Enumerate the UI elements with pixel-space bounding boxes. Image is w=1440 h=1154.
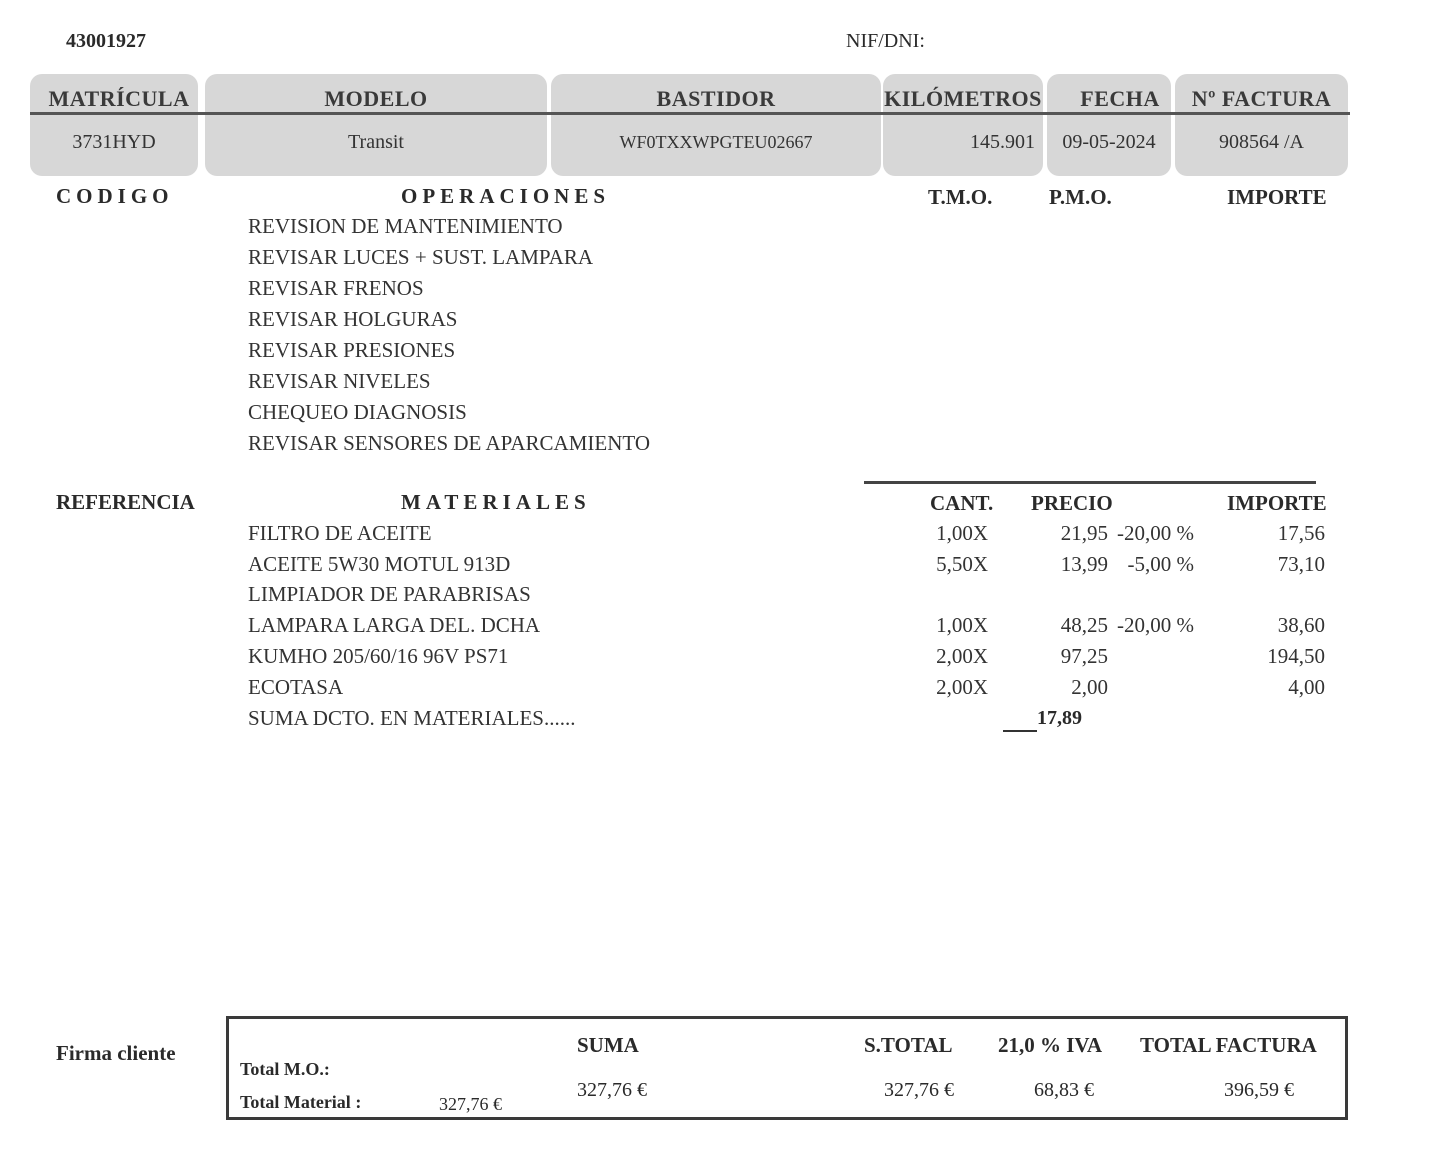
material-importe: 4,00 (1288, 675, 1325, 699)
operation-item: REVISAR FRENOS (248, 276, 424, 300)
material-precio: 48,25 (1060, 613, 1108, 637)
material-dto: -5,00 % (1127, 552, 1194, 576)
cant-heading: CANT. (930, 491, 994, 515)
iva-value: 68,83 € (1034, 1079, 1094, 1101)
nif-label: NIF/DNI: (846, 30, 925, 52)
material-importe: 194,50 (1267, 644, 1325, 668)
material-cant: 1,00X (936, 613, 988, 637)
factura-value: 908564 /A (1219, 131, 1304, 153)
total-mo-label: Total M.O.: (240, 1059, 330, 1079)
kilometros-value: 145.901 (970, 131, 1035, 153)
pmo-heading: P.M.O. (1049, 185, 1112, 209)
material-dto: -20,00 % (1117, 521, 1194, 545)
modelo-label: MODELO (324, 86, 428, 111)
tmo-heading: T.M.O. (928, 185, 993, 209)
stotal-label: S.TOTAL (864, 1033, 953, 1057)
operation-item: REVISAR NIVELES (248, 369, 431, 393)
total-factura-label: TOTAL FACTURA (1140, 1033, 1317, 1057)
material-precio: 2,00 (1071, 675, 1108, 699)
totals-box (226, 1016, 1348, 1120)
discount-value: 17,89 (1037, 707, 1082, 729)
material-desc: FILTRO DE ACEITE (248, 521, 432, 545)
matricula-value: 3731HYD (72, 131, 156, 153)
fecha-value: 09-05-2024 (1062, 131, 1156, 153)
discount-underline (1003, 730, 1037, 732)
total-material-label: Total Material : (240, 1092, 362, 1112)
operation-item: REVISAR SENSORES DE APARCAMIENTO (248, 431, 650, 455)
material-cant: 2,00X (936, 644, 988, 668)
client-code: 43001927 (66, 30, 146, 52)
material-desc: ACEITE 5W30 MOTUL 913D (248, 552, 511, 576)
importe-heading: IMPORTE (1227, 185, 1327, 209)
suma-value: 327,76 € (577, 1079, 647, 1101)
referencia-heading: REFERENCIA (56, 490, 195, 514)
precio-heading: PRECIO (1031, 491, 1113, 515)
material-desc: KUMHO 205/60/16 96V PS71 (248, 644, 509, 668)
materiales-heading: MATERIALES (401, 490, 591, 514)
operation-item: REVISAR LUCES + SUST. LAMPARA (248, 245, 593, 269)
iva-label: 21,0 % IVA (998, 1033, 1103, 1057)
operaciones-heading: OPERACIONES (401, 184, 611, 208)
material-cant: 1,00X (936, 521, 988, 545)
operation-item: REVISAR HOLGURAS (248, 307, 458, 331)
material-precio: 13,99 (1060, 552, 1108, 576)
operation-item: REVISION DE MANTENIMIENTO (248, 214, 563, 238)
operation-item: REVISAR PRESIONES (248, 338, 456, 362)
material-importe: 38,60 (1277, 613, 1325, 637)
modelo-value: Transit (348, 131, 404, 153)
bastidor-label: BASTIDOR (656, 86, 776, 111)
stotal-value: 327,76 € (884, 1079, 954, 1101)
material-precio: 97,25 (1060, 644, 1108, 668)
material-dto: -20,00 % (1117, 613, 1194, 637)
material-cant: 2,00X (936, 675, 988, 699)
factura-label: Nº FACTURA (1191, 86, 1332, 111)
material-importe: 73,10 (1277, 552, 1325, 576)
discount-label: SUMA DCTO. EN MATERIALES...... (248, 706, 576, 730)
materials-top-rule (864, 481, 1316, 484)
material-desc: ECOTASA (248, 675, 344, 699)
suma-label: SUMA (577, 1033, 639, 1057)
material-desc: LAMPARA LARGA DEL. DCHA (248, 613, 541, 637)
operation-item: CHEQUEO DIAGNOSIS (248, 400, 467, 424)
material-cant: 5,50X (936, 552, 988, 576)
firma-cliente-label: Firma cliente (56, 1041, 176, 1065)
importe-heading: IMPORTE (1227, 491, 1327, 515)
material-importe: 17,56 (1277, 521, 1325, 545)
bastidor-value: WF0TXXWPGTEU02667 (619, 132, 813, 152)
codigo-heading: CODIGO (56, 184, 174, 208)
kilometros-label: KILÓMETROS (884, 86, 1042, 111)
matricula-label: MATRÍCULA (48, 86, 190, 111)
material-desc: LIMPIADOR DE PARABRISAS (248, 582, 531, 606)
material-precio: 21,95 (1060, 521, 1108, 545)
total-material-value: 327,76 € (439, 1094, 502, 1114)
total-factura-value: 396,59 € (1224, 1079, 1294, 1101)
fecha-label: FECHA (1080, 86, 1160, 111)
